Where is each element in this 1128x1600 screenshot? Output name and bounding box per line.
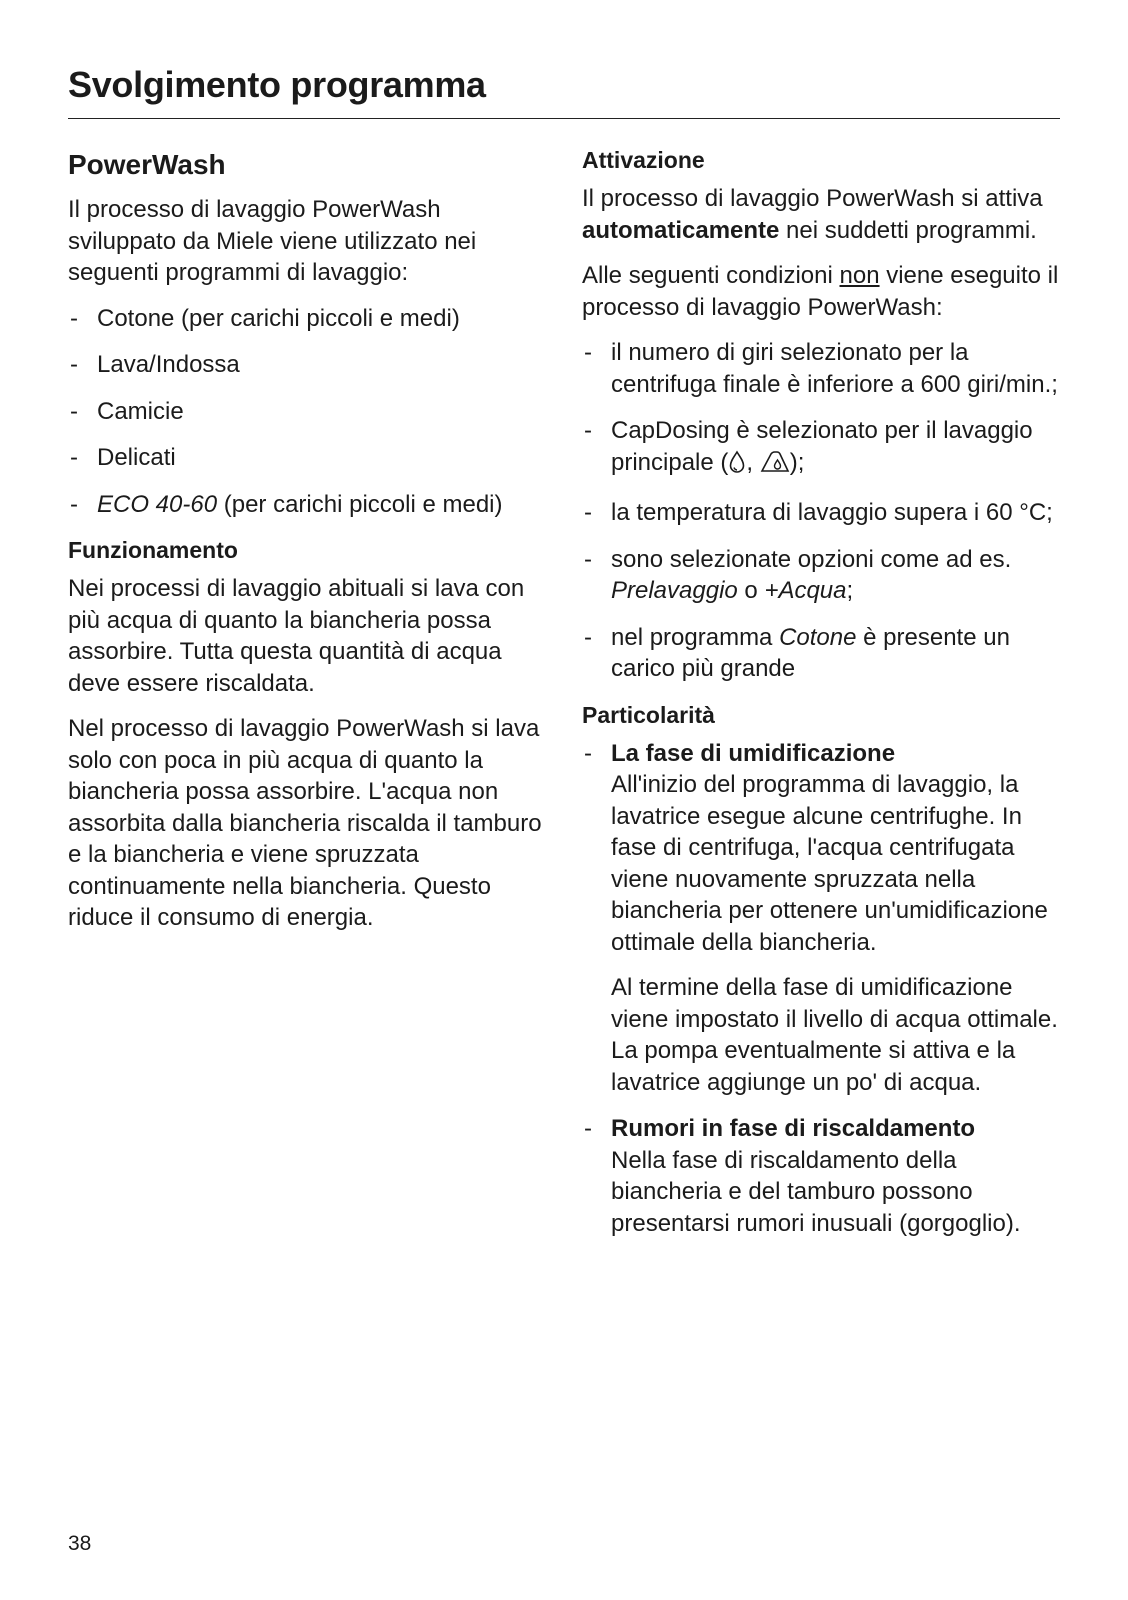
feature-umidificazione (582, 738, 1062, 1099)
conditions-intro-text: Alle seguenti condizioni (582, 262, 840, 289)
feature-umidificazione-text-2: Al termine della fase di umidificazione viene impostato il livello di acqua ottimale. La pompa eventualmente si attiva e la lavatrice aggiunge un po' di acqua. (611, 974, 1058, 1096)
program-eco-note: (per carichi piccoli e medi) (217, 490, 503, 518)
condition-options-or: o (737, 577, 765, 604)
feature-umidificazione-text-1: All'inizio del programma di lavaggio, la lavatrice esegue alcune centrifughe. In fase di centrifuga, l'acqua centrifugata viene nuovamente spruzzata nella biancheria per ottenere un'umidificazione ottimale della biancheria. (611, 771, 1048, 956)
attivazione-text: Il processo di lavaggio PowerWash si attiva (582, 185, 1043, 212)
condition-options-end: ; (846, 577, 854, 604)
condition-cotone-text: nel programma (611, 623, 780, 651)
conditions-intro (582, 260, 1062, 323)
condition-options-text: sono selezionate opzioni come ad es. (611, 545, 1012, 573)
page-title: Svolgimento programma (68, 64, 486, 105)
intro-paragraph: Il processo di lavaggio PowerWash sviluppato da Miele viene utilizzato nei seguenti programmi di lavaggio: (68, 196, 477, 286)
title-divider (68, 118, 1060, 119)
program-cotone-italic: Cotone (779, 623, 857, 651)
program-list (68, 303, 546, 521)
heading-funzionamento: Funzionamento (68, 537, 238, 563)
conditions-intro-non: non (839, 262, 880, 289)
feature-rumori (582, 1113, 1062, 1239)
program-item-cotone: - Cotone (per carichi piccoli e medi) (68, 303, 546, 335)
condition-capdosing-end: ); (789, 448, 805, 476)
funzionamento-paragraph-1: Nei processi di lavaggio abituali si lava con più acqua di quanto la biancheria possa assorbire. Tutta questa quantità di acqua deve essere riscaldata. (68, 575, 525, 697)
program-item-lava-indossa: - Lava/Indossa (68, 349, 546, 381)
condition-temperature: - la temperatura di lavaggio supera i 60 °C; (582, 497, 1062, 529)
softener-drop-icon (728, 450, 746, 483)
section-title-powerwash: PowerWash (68, 149, 226, 180)
program-item-eco (68, 489, 546, 521)
heading-attivazione: Attivazione (582, 147, 705, 173)
program-item-camicie: - Camicie (68, 396, 546, 428)
condition-cotone-load (582, 622, 1062, 685)
condition-cotone-end: è presente un carico più grande (611, 623, 1010, 682)
right-column (582, 145, 1062, 1254)
condition-spin-speed: - il numero di giri selezionato per la centrifuga finale è inferiore a 600 giri/min.; (582, 337, 1062, 400)
feature-rumori-text: Nella fase di riscaldamento della biancheria e del tamburo possono presentarsi rumori inusuali (gorgoglio). (611, 1146, 1021, 1237)
program-item-delicati: - Delicati (68, 442, 546, 474)
attivazione-paragraph (582, 183, 1062, 246)
heading-particolarita: Particolarità (582, 701, 715, 728)
attivazione-bold: automaticamente (582, 216, 780, 244)
booster-capsule-icon (760, 450, 790, 483)
conditions-intro-end: viene eseguito il processo di lavaggio PowerWash: (582, 262, 1059, 321)
feature-rumori-title: - Rumori in fase di riscaldamento (611, 1115, 976, 1142)
condition-capdosing (582, 415, 1062, 482)
option-prelavaggio: Prelavaggio (611, 577, 738, 604)
page-number: 38 (68, 1532, 92, 1555)
attivazione-text-end: nei suddetti programmi. (779, 216, 1037, 244)
funzionamento-paragraph-2: Nel processo di lavaggio PowerWash si lava solo con poca in più acqua di quanto la biancheria possa assorbire. L'acqua non assorbita dalla biancheria riscalda il tamburo e la biancheria e viene spruzzata continuamente nella biancheria. Questo riduce il consumo di energia. (68, 715, 542, 931)
condition-capdosing-text: CapDosing è selezionato per il lavaggio principale ( (611, 417, 1033, 476)
feature-umidificazione-title: - La fase di umidificazione (611, 739, 896, 767)
condition-options (582, 544, 1062, 607)
condition-capdosing-sep: , (746, 448, 760, 476)
features-list (582, 738, 1062, 1240)
conditions-list (582, 337, 1062, 685)
option-acqua: +Acqua (764, 577, 847, 604)
left-column (68, 145, 546, 948)
program-eco-name: ECO 40-60 (97, 490, 218, 518)
